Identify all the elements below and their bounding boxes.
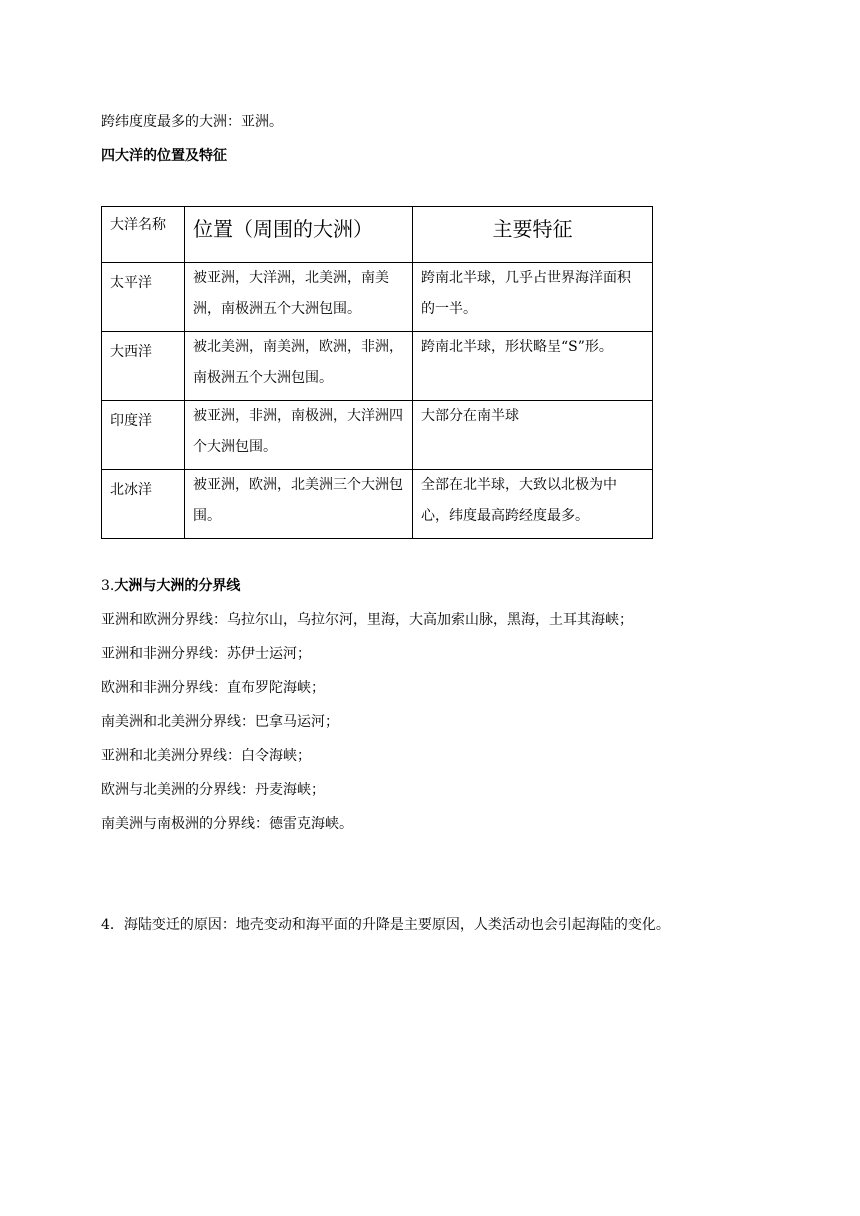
header-ocean-name: 大洋名称: [102, 207, 185, 263]
ocean-feature-text: 跨南北半球，几乎占世界海洋面积的一半。: [421, 270, 631, 317]
boundary-line: 欧洲与北美洲的分界线：丹麦海峡；: [101, 782, 325, 798]
ocean-feature-text: 全部在北半球，大致以北极为中心，纬度最高跨经度最多。: [421, 477, 617, 524]
ocean-name: 北冰洋: [102, 470, 185, 539]
ocean-position-text: 被亚洲，非洲，南极洲，大洋洲四个大洲包围。: [193, 408, 403, 455]
ocean-feature: [413, 470, 653, 539]
table-row: [102, 332, 653, 401]
section-title-text: 大洲与大洲的分界线: [114, 578, 241, 594]
ocean-feature: [413, 332, 653, 401]
ocean-position-text: 被北美洲，南美洲，欧洲，非洲，南极洲五个大洲包围。: [193, 339, 403, 386]
ocean-position-text: 被亚洲，大洋洲，北美洲，南美洲，南极洲五个大洲包围。: [193, 270, 389, 317]
point-4: 4．海陆变迁的原因：地壳变动和海平面的升降是主要原因，人类活动也会引起海陆的变化。: [101, 917, 670, 933]
ocean-name: 印度洋: [102, 401, 185, 470]
table-row: [102, 263, 653, 332]
intro-line: 跨纬度度最多的大洲：亚洲。: [101, 114, 283, 130]
header-position: 位置（周围的大洲）: [185, 207, 413, 263]
ocean-position: [185, 401, 413, 470]
table-header-row: [102, 207, 653, 263]
boundary-line: 欧洲和非洲分界线：直布罗陀海峡；: [101, 680, 325, 696]
boundary-line: 亚洲和欧洲分界线：乌拉尔山，乌拉尔河，里海，大高加索山脉，黑海，土耳其海峡；: [101, 612, 633, 628]
ocean-feature-text: 大部分在南半球: [421, 408, 519, 424]
ocean-feature: [413, 401, 653, 470]
ocean-feature-text: 跨南北半球，形状略呈“S”形。: [421, 339, 613, 355]
ocean-name: 大西洋: [102, 332, 185, 401]
boundary-line: 南美洲和北美洲分界线：巴拿马运河；: [101, 714, 339, 730]
oceans-table: [101, 206, 653, 539]
table-row: [102, 401, 653, 470]
section-number: 3.: [101, 578, 115, 594]
boundary-line: 亚洲和非洲分界线：苏伊士运河；: [101, 646, 311, 662]
ocean-name: 太平洋: [102, 263, 185, 332]
section-title-oceans: 四大洋的位置及特征: [101, 148, 227, 164]
boundary-line: 亚洲和北美洲分界线：白令海峡；: [101, 748, 311, 764]
ocean-position: [185, 263, 413, 332]
header-feature: 主要特征: [413, 207, 653, 263]
boundary-line: 南美洲与南极洲的分界线：德雷克海峡。: [101, 816, 353, 832]
table-row: [102, 470, 653, 539]
ocean-position: [185, 470, 413, 539]
ocean-position-text: 被亚洲，欧洲，北美洲三个大洲包围。: [193, 477, 403, 524]
ocean-feature: [413, 263, 653, 332]
section-title-boundaries: [101, 577, 240, 595]
ocean-position: [185, 332, 413, 401]
